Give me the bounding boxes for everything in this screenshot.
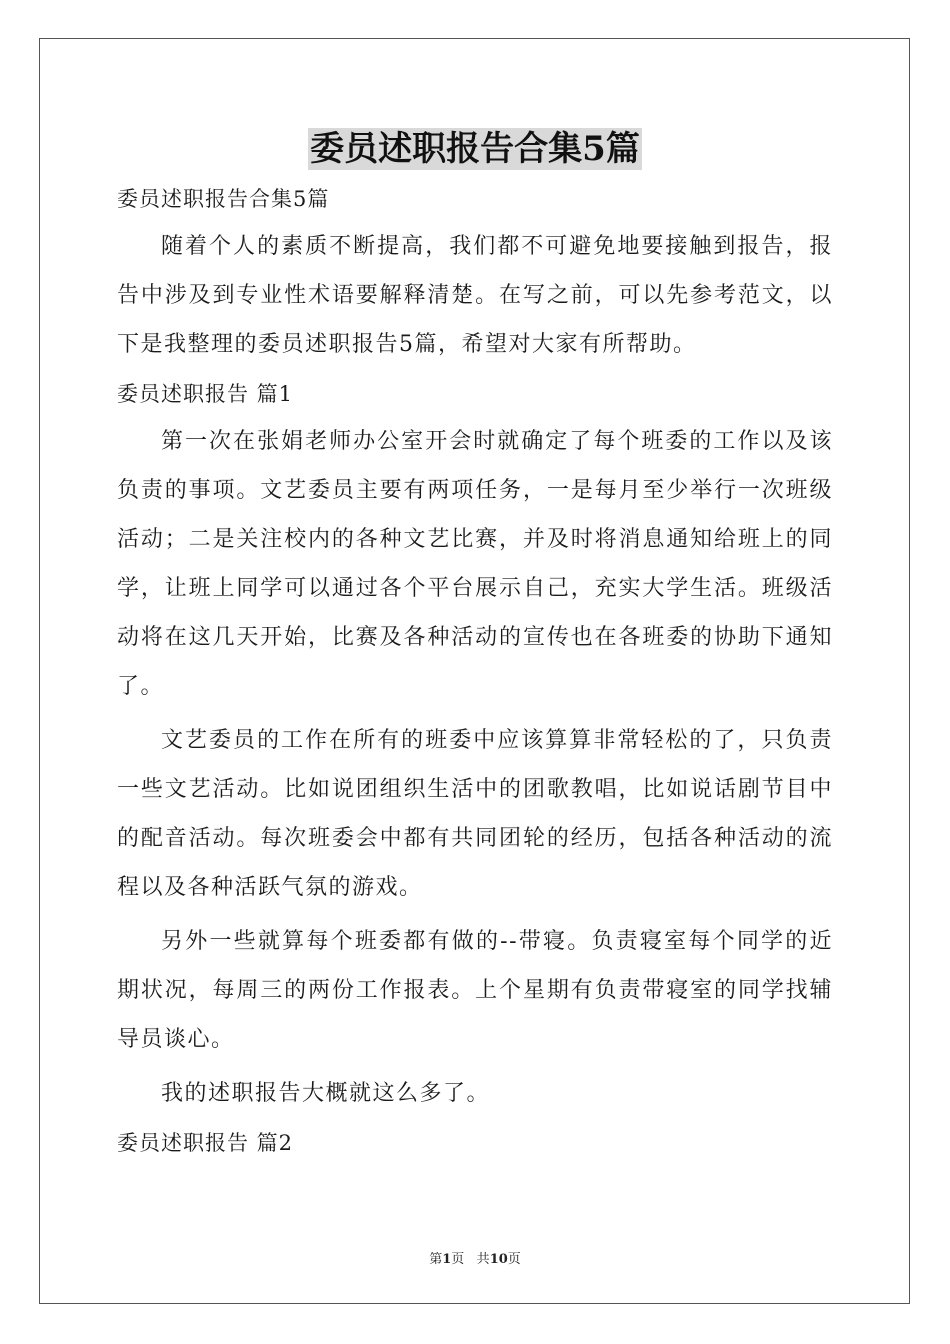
document-body (117, 178, 833, 1164)
total-prefix: 共 (476, 1252, 490, 1267)
section-1-paragraph-2: 文艺委员的工作在所有的班委中应该算算非常轻松的了，只负责一些文艺活动。比如说团组织生活中的团歌教唱，比如说话剧节目中的配音活动。每次班委会中都有共同团轮的经历，包括各种活动的流程以及各种活跃气氛的游戏。 (117, 728, 833, 900)
section-1-paragraph-3: 另外一些就算每个班委都有做的--带寝。负责寝室每个同学的近期状况，每周三的两份工作报表。上个星期有负责带寝室的同学找辅导员谈心。 (117, 929, 833, 1052)
title-container (0, 128, 950, 170)
intro-paragraph: 随着个人的素质不断提高，我们都不可避免地要接触到报告，报告中涉及到专业性术语要解释清楚。在写之前，可以先参考范文，以下是我整理的委员述职报告5篇，希望对大家有所帮助。 (117, 234, 833, 357)
page-prefix: 第 (429, 1252, 443, 1267)
section-2-heading: 委员述职报告 篇2 (117, 1131, 294, 1155)
page-total: 10 (489, 1252, 508, 1267)
section-1-heading: 委员述职报告 篇1 (117, 382, 294, 406)
document-subtitle: 委员述职报告合集5篇 (117, 187, 330, 211)
section-1-paragraph-4: 我的述职报告大概就这么多了。 (161, 1081, 491, 1106)
page-unit: 页 (451, 1252, 465, 1267)
page-footer (0, 1248, 950, 1267)
page-current: 1 (442, 1252, 452, 1267)
section-1-paragraph-1: 第一次在张娟老师办公室开会时就确定了每个班委的工作以及该负责的事项。文艺委员主要有两项任务，一是每月至少举行一次班级活动；二是关注校内的各种文艺比赛，并及时将消息通知给班上的同学，让班上同学可以通过各个平台展示自己，充实大学生活。班级活动将在这几天开始，比赛及各种活动的宣传也在各班委的协助下通知了。 (117, 429, 833, 699)
total-unit: 页 (507, 1252, 521, 1267)
document-title: 委员述职报告合集5篇 (310, 129, 640, 169)
